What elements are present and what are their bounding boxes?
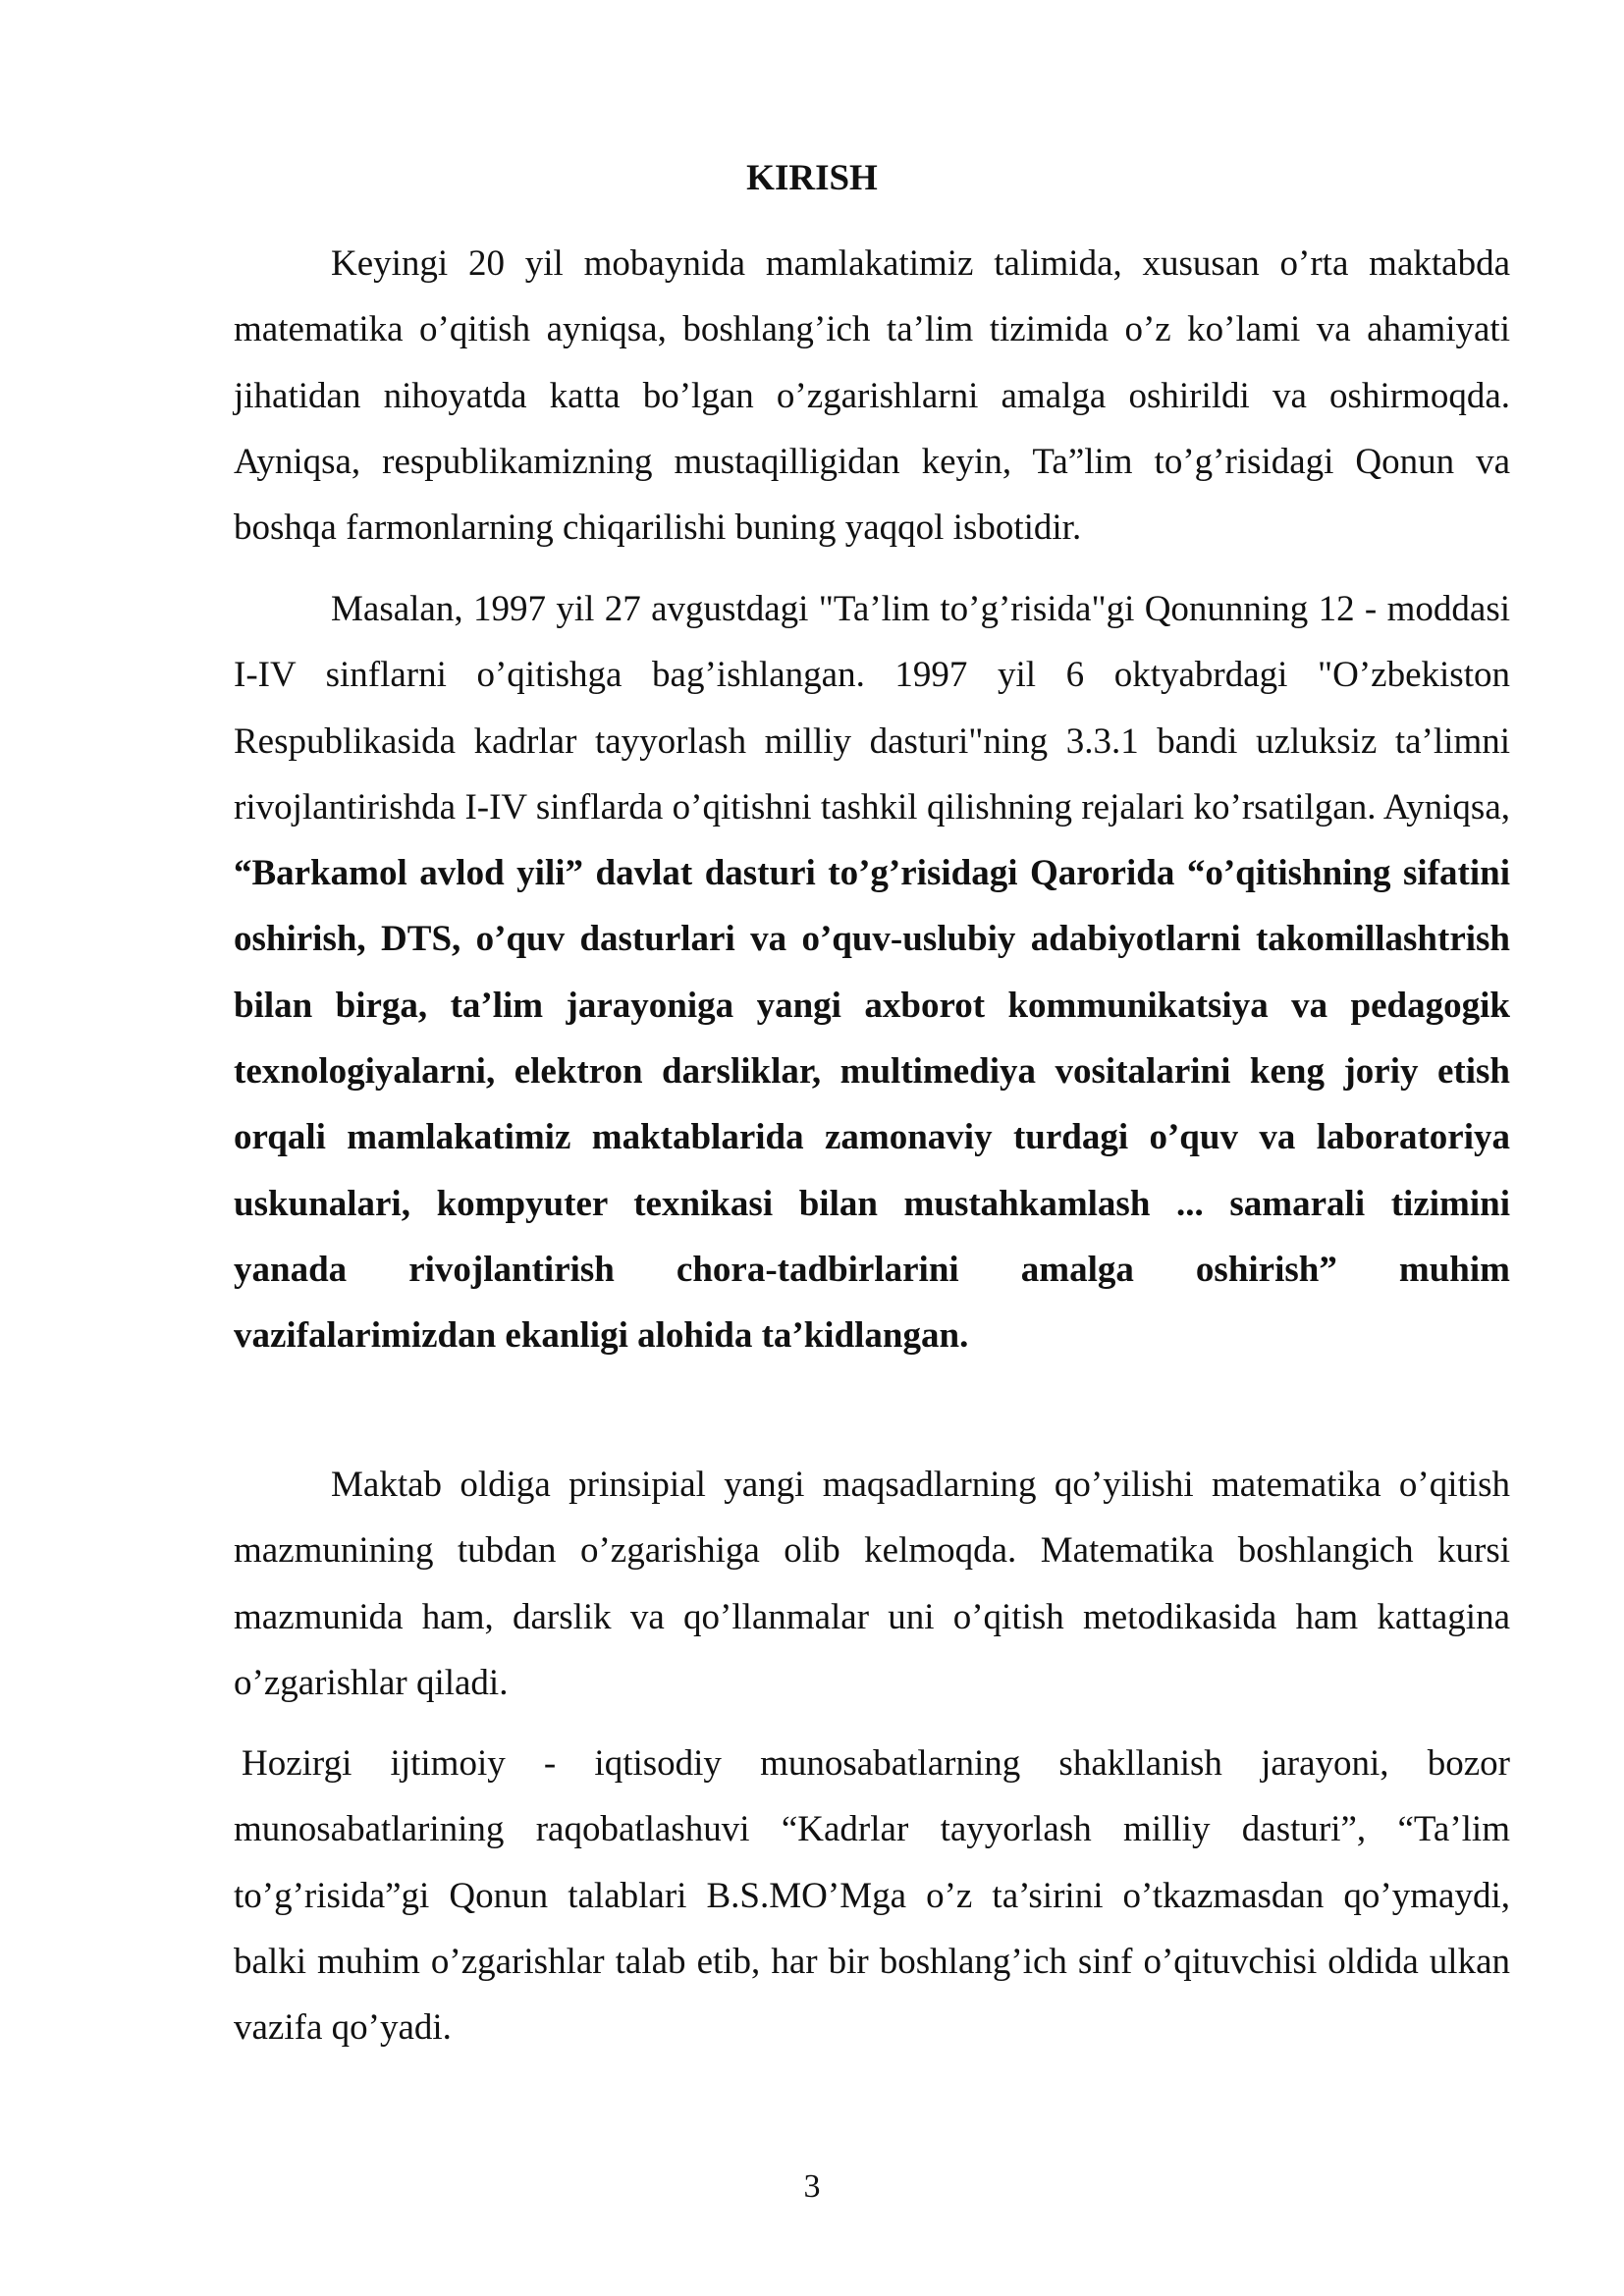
paragraph-2-text: Masalan, 1997 yil 27 avgustdagi "Ta’lim to’g’risida"gi Qonunning 12 - moddasi I-IV sinflarni o’qitishga bag’ishlangan. 1997 yil 6 oktyabrdagi "O’zbekiston Respublikasida kadrlar tayyorlash milliy dasturi"ning 3.3.1 bandi uzluksiz ta’limni rivojlantirishda I-IV sinflarda o’qitishni tashkil qilishning rejalari ko’rsatilgan. Ayniqsa, bbox=[234, 589, 1510, 828]
paragraph-4: Hozirgi ijtimoiy - iqtisodiy munosabatlarning shakllanish jarayoni, bozor munosabatlarining raqobatlashuvi “Kadrlar tayyorlash milliy dasturi”, “Ta’lim to’g’risida”gi Qonun talablari B.S.MO’Mga o’z ta’sirini o’tkazmasdan qo’ymaydi, balki muhim o’zgarishlar talab etib, har bir boshlang’ich sinf o’qituvchisi oldida ulkan vazifa qo’yadi. bbox=[234, 1743, 1510, 2049]
page-number: 3 bbox=[803, 2168, 821, 2205]
paragraph-2 bbox=[234, 576, 1510, 1369]
paragraph-1: Keyingi 20 yil mobaynida mamlakatimiz talimida, xususan o’rta maktabda matematika o’qitish ayniqsa, boshlang’ich ta’lim tizimida o’z ko’lami va ahamiyati jihatidan nihoyatda katta bo’lgan o’zgarishlarni amalga oshirildi va oshirmoqda. Ayniqsa, respublikamizning mustaqilligidan keyin, Ta”lim to’g’risidagi Qonun va boshqa farmonlarning chiqarilishi buning yaqqol isbotidir. bbox=[234, 243, 1510, 549]
paragraph-2-bold-quote: “Barkamol avlod yili” davlat dasturi to’g’risidagi Qarorida “o’qitishning sifatini oshirish, DTS, o’quv dasturlari va o’quv-uslubiy adabiyotlarni takomillashtrish bilan birga, ta’lim jarayoniga yangi axborot kommunikatsiya va pedagogik texnologiyalarni, elektron darsliklar, multimediya vositalarini keng joriy etish orqali mamlakatimiz maktablarida zamonaviy turdagi o’quv va laboratoriya uskunalari, kompyuter texnikasi bilan mustahkamlash ... samarali tizimini yanada rivojlantirish chora-tadbirlarini amalga oshirish” muhim vazifalarimizdan ekanligi alohida ta’kidlangan. bbox=[234, 853, 1510, 1357]
paragraph-3: Maktab oldiga prinsipial yangi maqsadlarning qo’yilishi matematika o’qitish mazmunining tubdan o’zgarishiga olib kelmoqda. Matematika boshlangich kursi mazmunida ham, darslik va qo’llanmalar uni o’qitish metodikasida ham kattagina o’zgarishlar qiladi. bbox=[234, 1465, 1510, 1703]
page-title: KIRISH bbox=[746, 158, 878, 198]
